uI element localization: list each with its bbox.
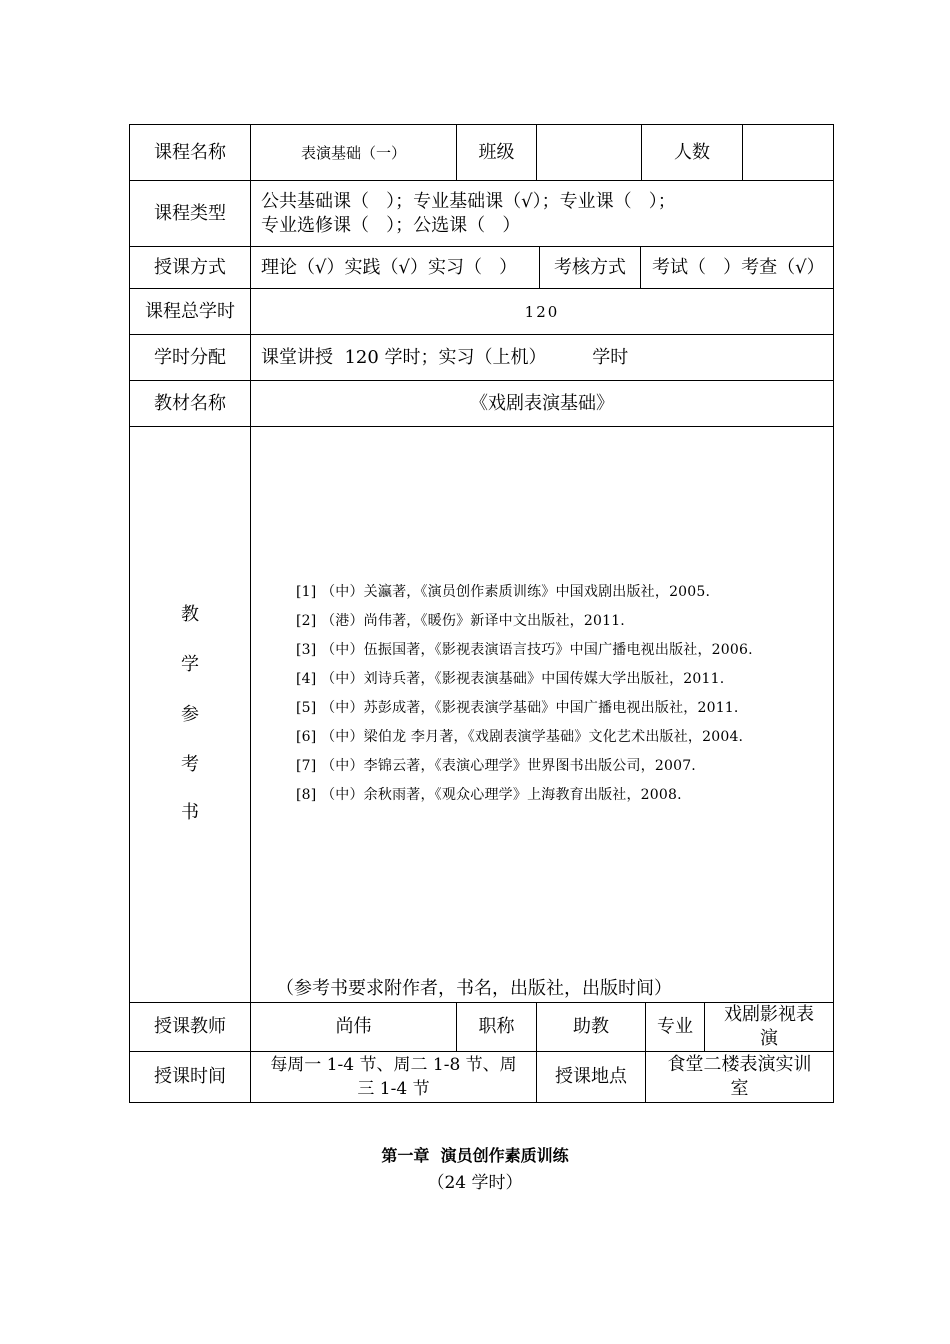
table-border-right	[833, 124, 834, 1103]
reference-item: [6] （中）梁伯龙 李月著，《戏剧表演学基础》文化艺术出版社，2004.	[296, 729, 744, 745]
reference-label-char: 书	[181, 802, 199, 823]
teacher-value: 尚伟	[335, 1016, 372, 1037]
course-type-line-1: 公共基础课（ ）；专业基础课（√）；专业课（ ）；	[261, 190, 676, 212]
reference-note: （参考书要求附作者，书名，出版社，出版时间）	[276, 978, 672, 999]
teacher-label: 授课教师	[154, 1016, 226, 1037]
course-type-value	[261, 181, 831, 246]
location-value-line-2: 室	[730, 1078, 749, 1099]
reference-label	[130, 600, 250, 830]
hours-split-value: 课堂讲授 120 学时；实习（上机） 学时	[261, 346, 629, 368]
headcount-label: 人数	[674, 141, 710, 163]
reference-item: [1] （中）关瀛著，《演员创作素质训练》中国戏剧出版社，2005.	[296, 584, 711, 600]
assessment-label: 考核方式	[554, 256, 626, 278]
table-border-bottom	[129, 1102, 834, 1103]
class-label: 班级	[478, 141, 515, 163]
table-rule	[129, 426, 834, 427]
reference-label-char: 学	[181, 654, 199, 675]
reference-item: [7] （中）李锦云著，《表演心理学》世界图书出版公司，2007.	[296, 758, 696, 774]
major-value	[705, 1003, 833, 1051]
course-name-label: 课程名称	[154, 141, 226, 163]
time-value	[251, 1052, 536, 1102]
chapter-hours: （24 学时）	[427, 1173, 523, 1193]
table-column-rule	[640, 246, 641, 288]
major-label: 专业	[657, 1016, 693, 1037]
headcount-value	[743, 125, 833, 180]
time-label: 授课时间	[154, 1066, 226, 1087]
reference-item: [3] （中）伍振国著，《影视表演语言技巧》中国广播电视出版社，2006.	[296, 642, 753, 658]
time-value-line-2: 三 1-4 节	[357, 1079, 430, 1099]
reference-item: [5] （中）苏彭成著，《影视表演学基础》中国广播电视出版社，2011.	[296, 700, 739, 716]
total-hours-label: 课程总学时	[145, 300, 235, 322]
chapter-title: 第一章 演员创作素质训练	[381, 1146, 569, 1165]
reference-item: [8] （中）余秋雨著，《观众心理学》上海教育出版社，2008.	[296, 787, 682, 803]
course-type-line-2: 专业选修课（ ）；公选课（ ）	[261, 214, 521, 236]
reference-item: [2] （港）尚伟著，《暖伤》新译中文出版社，2011.	[296, 613, 625, 629]
location-label: 授课地点	[555, 1066, 627, 1087]
location-value-line-1: 食堂二楼表演实训	[667, 1054, 812, 1075]
textbook-value: 《戏剧表演基础》	[470, 392, 614, 414]
major-value-line-1: 戏剧影视表	[724, 1004, 814, 1025]
reference-item: [4] （中）刘诗兵著，《影视表演基础》中国传媒大学出版社，2011.	[296, 671, 725, 687]
table-column-rule	[250, 124, 251, 1103]
title-label: 职称	[478, 1016, 515, 1037]
course-name-value: 表演基础（一）	[300, 143, 406, 162]
reference-label-char: 参	[181, 704, 199, 725]
teaching-mode-value: 理论（√）实践（√）实习（ ）	[261, 256, 518, 278]
location-value	[646, 1052, 833, 1102]
course-type-label: 课程类型	[154, 202, 226, 224]
title-value: 助教	[573, 1016, 609, 1037]
teaching-mode-label: 授课方式	[154, 256, 226, 278]
assessment-value: 考试（ ）考查（√）	[652, 256, 825, 278]
major-value-line-2: 演	[760, 1028, 778, 1049]
hours-split-label: 学时分配	[154, 346, 226, 368]
class-value	[537, 125, 641, 180]
reference-label-char: 考	[181, 754, 199, 775]
reference-label-char: 教	[181, 604, 199, 625]
reference-list	[296, 578, 826, 810]
time-value-line-1: 每周一 1-4 节、周二 1-8 节、周	[270, 1055, 517, 1075]
textbook-label: 教材名称	[154, 392, 226, 414]
total-hours-value: 120	[524, 302, 560, 321]
